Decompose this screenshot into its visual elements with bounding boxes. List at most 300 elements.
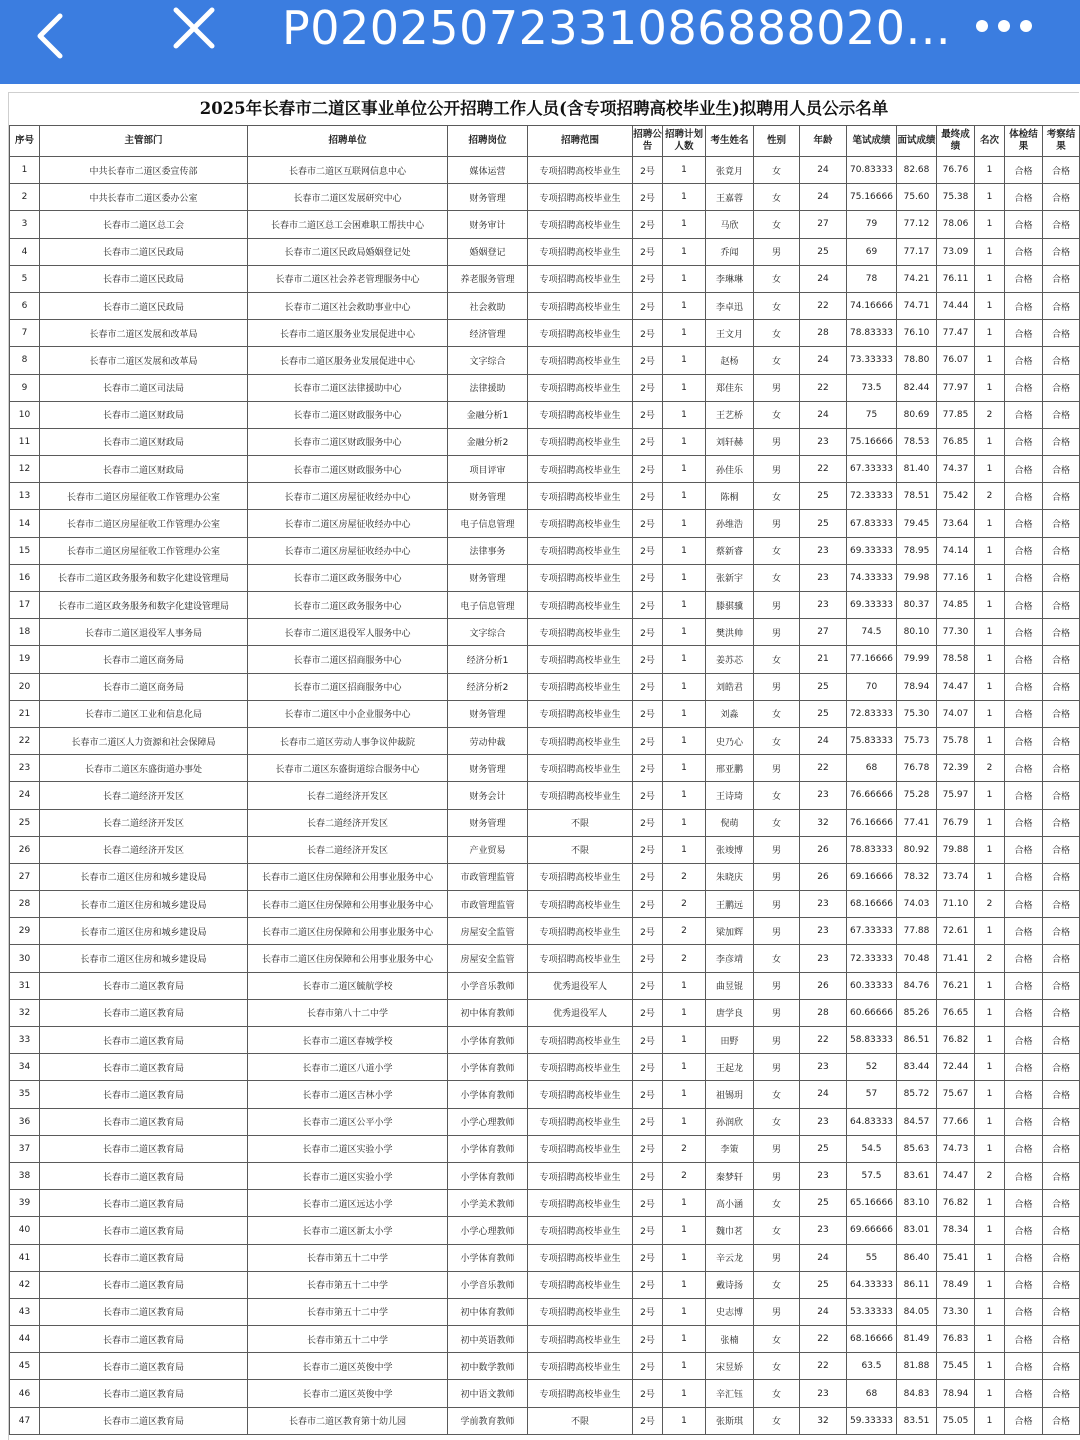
cell-review-result: 合格 bbox=[1043, 945, 1080, 972]
cell-interview-score: 84.57 bbox=[897, 1108, 937, 1135]
document-title: 2025年长春市二道区事业单位公开招聘工作人员(含专项招聘高校毕业生)拟聘用人员公示名单 bbox=[9, 92, 1079, 125]
cell-planned: 1 bbox=[663, 211, 706, 238]
cell-position: 房屋安全监管 bbox=[448, 945, 528, 972]
cell-final-score: 77.30 bbox=[937, 619, 975, 646]
cell-name: 孙佳乐 bbox=[706, 456, 754, 483]
cell-review-result: 合格 bbox=[1043, 863, 1080, 890]
cell-department: 长春市二道区住房和城乡建设局 bbox=[40, 945, 248, 972]
cell-unit: 长春市二道区财政服务中心 bbox=[248, 401, 448, 428]
cell-index: 25 bbox=[10, 809, 40, 836]
cell-scope: 专项招聘高校毕业生 bbox=[528, 456, 633, 483]
cell-medical-result: 合格 bbox=[1005, 564, 1043, 591]
cell-department: 长春市二道区教育局 bbox=[40, 1271, 248, 1298]
close-button[interactable] bbox=[170, 4, 218, 52]
cell-position: 项目评审 bbox=[448, 456, 528, 483]
cell-rank: 1 bbox=[975, 863, 1005, 890]
cell-department: 长春二道经济开发区 bbox=[40, 809, 248, 836]
cell-index: 30 bbox=[10, 945, 40, 972]
cell-name: 姜苏芯 bbox=[706, 646, 754, 673]
cell-medical-result: 合格 bbox=[1005, 428, 1043, 455]
cell-index: 46 bbox=[10, 1380, 40, 1407]
cell-unit: 长春市二道区英俊中学 bbox=[248, 1353, 448, 1380]
cell-scope: 优秀退役军人 bbox=[528, 972, 633, 999]
cell-position: 文字综合 bbox=[448, 619, 528, 646]
cell-gender: 女 bbox=[754, 157, 800, 184]
cell-gender: 女 bbox=[754, 646, 800, 673]
cell-medical-result: 合格 bbox=[1005, 1054, 1043, 1081]
cell-name: 张新宇 bbox=[706, 564, 754, 591]
cell-medical-result: 合格 bbox=[1005, 401, 1043, 428]
cell-planned: 1 bbox=[663, 646, 706, 673]
cell-position: 经济分析1 bbox=[448, 646, 528, 673]
cell-written-score: 54.5 bbox=[847, 1135, 897, 1162]
cell-age: 23 bbox=[800, 537, 847, 564]
cell-planned: 1 bbox=[663, 619, 706, 646]
cell-position: 初中数学教师 bbox=[448, 1353, 528, 1380]
cell-notice: 2号 bbox=[633, 292, 663, 319]
cell-name: 赵杨 bbox=[706, 347, 754, 374]
cell-position: 财务管理 bbox=[448, 809, 528, 836]
cell-review-result: 合格 bbox=[1043, 292, 1080, 319]
cell-scope: 专项招聘高校毕业生 bbox=[528, 1190, 633, 1217]
cell-name: 邢亚鹏 bbox=[706, 755, 754, 782]
cell-planned: 2 bbox=[663, 891, 706, 918]
column-header: 考生姓名 bbox=[706, 126, 754, 157]
cell-age: 23 bbox=[800, 918, 847, 945]
cell-final-score: 75.45 bbox=[937, 1353, 975, 1380]
cell-unit: 长春市二道区房屋征收经办中心 bbox=[248, 510, 448, 537]
cell-notice: 2号 bbox=[633, 863, 663, 890]
cell-department: 长春市二道区教育局 bbox=[40, 1190, 248, 1217]
cell-gender: 男 bbox=[754, 374, 800, 401]
cell-age: 23 bbox=[800, 428, 847, 455]
cell-rank: 1 bbox=[975, 1135, 1005, 1162]
cell-notice: 2号 bbox=[633, 1217, 663, 1244]
cell-position: 小学音乐教师 bbox=[448, 972, 528, 999]
cell-name: 史乃心 bbox=[706, 727, 754, 754]
cell-written-score: 72.33333 bbox=[847, 483, 897, 510]
cell-department: 长春市二道区教育局 bbox=[40, 1326, 248, 1353]
cell-medical-result: 合格 bbox=[1005, 727, 1043, 754]
cell-gender: 男 bbox=[754, 1135, 800, 1162]
cell-index: 13 bbox=[10, 483, 40, 510]
table-row bbox=[10, 157, 1080, 184]
cell-planned: 2 bbox=[663, 1162, 706, 1189]
cell-position: 金融分析2 bbox=[448, 428, 528, 455]
cell-rank: 1 bbox=[975, 320, 1005, 347]
cell-index: 26 bbox=[10, 836, 40, 863]
cell-position: 市政管理监管 bbox=[448, 891, 528, 918]
cell-final-score: 73.64 bbox=[937, 510, 975, 537]
cell-interview-score: 77.41 bbox=[897, 809, 937, 836]
cell-review-result: 合格 bbox=[1043, 782, 1080, 809]
cell-planned: 1 bbox=[663, 1190, 706, 1217]
cell-review-result: 合格 bbox=[1043, 972, 1080, 999]
cell-interview-score: 75.60 bbox=[897, 184, 937, 211]
cell-unit: 长春市第五十二中学 bbox=[248, 1244, 448, 1271]
cell-name: 王起龙 bbox=[706, 1054, 754, 1081]
cell-scope: 优秀退役军人 bbox=[528, 999, 633, 1026]
cell-review-result: 合格 bbox=[1043, 401, 1080, 428]
cell-name: 刘皓君 bbox=[706, 673, 754, 700]
more-button[interactable] bbox=[974, 16, 1034, 36]
cell-unit: 长春市二道区服务业发展促进中心 bbox=[248, 347, 448, 374]
cell-index: 18 bbox=[10, 619, 40, 646]
back-button[interactable] bbox=[24, 6, 84, 66]
cell-age: 23 bbox=[800, 945, 847, 972]
cell-review-result: 合格 bbox=[1043, 1027, 1080, 1054]
cell-written-score: 75 bbox=[847, 401, 897, 428]
cell-position: 小学体育教师 bbox=[448, 1081, 528, 1108]
cell-unit: 长春市二道区财政服务中心 bbox=[248, 456, 448, 483]
cell-gender: 女 bbox=[754, 265, 800, 292]
cell-notice: 2号 bbox=[633, 265, 663, 292]
cell-unit: 长春市二道区法律援助中心 bbox=[248, 374, 448, 401]
table-row bbox=[10, 1380, 1080, 1407]
cell-department: 长春市二道区住房和城乡建设局 bbox=[40, 891, 248, 918]
cell-interview-score: 84.05 bbox=[897, 1298, 937, 1325]
cell-position: 经济管理 bbox=[448, 320, 528, 347]
table-row bbox=[10, 374, 1080, 401]
cell-interview-score: 84.83 bbox=[897, 1380, 937, 1407]
cell-rank: 1 bbox=[975, 1027, 1005, 1054]
cell-interview-score: 83.51 bbox=[897, 1407, 937, 1434]
cell-position: 小学体育教师 bbox=[448, 1162, 528, 1189]
cell-department: 长春市二道区政务服务和数字化建设管理局 bbox=[40, 592, 248, 619]
cell-review-result: 合格 bbox=[1043, 1407, 1080, 1434]
cell-age: 32 bbox=[800, 809, 847, 836]
cell-final-score: 72.39 bbox=[937, 755, 975, 782]
cell-department: 长春市二道区司法局 bbox=[40, 374, 248, 401]
cell-position: 财务管理 bbox=[448, 564, 528, 591]
cell-rank: 1 bbox=[975, 1271, 1005, 1298]
cell-medical-result: 合格 bbox=[1005, 510, 1043, 537]
cell-index: 17 bbox=[10, 592, 40, 619]
cell-unit: 长春市二道区政务服务中心 bbox=[248, 564, 448, 591]
cell-written-score: 69.33333 bbox=[847, 592, 897, 619]
cell-rank: 1 bbox=[975, 646, 1005, 673]
cell-index: 7 bbox=[10, 320, 40, 347]
cell-age: 25 bbox=[800, 1135, 847, 1162]
table-row bbox=[10, 1326, 1080, 1353]
cell-index: 29 bbox=[10, 918, 40, 945]
cell-interview-score: 78.53 bbox=[897, 428, 937, 455]
cell-unit: 长春市二道区社会救助事业中心 bbox=[248, 292, 448, 319]
cell-medical-result: 合格 bbox=[1005, 1407, 1043, 1434]
cell-interview-score: 82.44 bbox=[897, 374, 937, 401]
cell-unit: 长春市二道区发展研究中心 bbox=[248, 184, 448, 211]
table-row bbox=[10, 891, 1080, 918]
cell-interview-score: 83.01 bbox=[897, 1217, 937, 1244]
cell-scope: 专项招聘高校毕业生 bbox=[528, 1326, 633, 1353]
cell-rank: 1 bbox=[975, 1380, 1005, 1407]
cell-name: 樊洪帅 bbox=[706, 619, 754, 646]
table-row bbox=[10, 755, 1080, 782]
cell-age: 23 bbox=[800, 564, 847, 591]
cell-name: 史志博 bbox=[706, 1298, 754, 1325]
cell-department: 中共长春市二道区委宣传部 bbox=[40, 157, 248, 184]
cell-medical-result: 合格 bbox=[1005, 1190, 1043, 1217]
cell-rank: 1 bbox=[975, 292, 1005, 319]
cell-review-result: 合格 bbox=[1043, 891, 1080, 918]
cell-scope: 专项招聘高校毕业生 bbox=[528, 1027, 633, 1054]
cell-medical-result: 合格 bbox=[1005, 184, 1043, 211]
cell-age: 22 bbox=[800, 374, 847, 401]
cell-planned: 2 bbox=[663, 1135, 706, 1162]
column-header: 主管部门 bbox=[40, 126, 248, 157]
cell-unit: 长春市二道区毓航学校 bbox=[248, 972, 448, 999]
cell-position: 小学心理教师 bbox=[448, 1108, 528, 1135]
table-row bbox=[10, 1217, 1080, 1244]
table-row bbox=[10, 265, 1080, 292]
cell-gender: 女 bbox=[754, 1190, 800, 1217]
cell-gender: 女 bbox=[754, 537, 800, 564]
cell-written-score: 74.33333 bbox=[847, 564, 897, 591]
cell-written-score: 52 bbox=[847, 1054, 897, 1081]
cell-age: 24 bbox=[800, 1081, 847, 1108]
cell-final-score: 75.42 bbox=[937, 483, 975, 510]
cell-position: 文字综合 bbox=[448, 347, 528, 374]
cell-final-score: 78.58 bbox=[937, 646, 975, 673]
cell-notice: 2号 bbox=[633, 1027, 663, 1054]
table-row bbox=[10, 1353, 1080, 1380]
cell-unit: 长春市二道区房屋征收经办中心 bbox=[248, 483, 448, 510]
cell-department: 长春二道经济开发区 bbox=[40, 782, 248, 809]
cell-final-score: 76.11 bbox=[937, 265, 975, 292]
cell-name: 陈桐 bbox=[706, 483, 754, 510]
cell-age: 24 bbox=[800, 727, 847, 754]
cell-department: 长春市二道区教育局 bbox=[40, 1217, 248, 1244]
cell-final-score: 77.85 bbox=[937, 401, 975, 428]
cell-age: 23 bbox=[800, 1380, 847, 1407]
cell-department: 长春市二道区教育局 bbox=[40, 1380, 248, 1407]
cell-department: 长春市二道区民政局 bbox=[40, 292, 248, 319]
cell-planned: 1 bbox=[663, 999, 706, 1026]
cell-unit: 长春二道经济开发区 bbox=[248, 782, 448, 809]
cell-rank: 1 bbox=[975, 727, 1005, 754]
cell-position: 法律事务 bbox=[448, 537, 528, 564]
cell-scope: 专项招聘高校毕业生 bbox=[528, 347, 633, 374]
cell-position: 初中体育教师 bbox=[448, 1298, 528, 1325]
cell-scope: 专项招聘高校毕业生 bbox=[528, 238, 633, 265]
document-sheet bbox=[8, 92, 1079, 1440]
cell-interview-score: 78.51 bbox=[897, 483, 937, 510]
cell-name: 王嘉蓉 bbox=[706, 184, 754, 211]
cell-medical-result: 合格 bbox=[1005, 1217, 1043, 1244]
cell-index: 9 bbox=[10, 374, 40, 401]
cell-planned: 1 bbox=[663, 1081, 706, 1108]
cell-gender: 男 bbox=[754, 972, 800, 999]
table-row bbox=[10, 456, 1080, 483]
cell-written-score: 55 bbox=[847, 1244, 897, 1271]
cell-planned: 1 bbox=[663, 157, 706, 184]
cell-index: 12 bbox=[10, 456, 40, 483]
cell-medical-result: 合格 bbox=[1005, 347, 1043, 374]
cell-department: 长春市二道区东盛街道办事处 bbox=[40, 755, 248, 782]
cell-medical-result: 合格 bbox=[1005, 646, 1043, 673]
column-header: 招聘公告 bbox=[633, 126, 663, 157]
cell-notice: 2号 bbox=[633, 1298, 663, 1325]
cell-rank: 1 bbox=[975, 537, 1005, 564]
column-header: 招聘岗位 bbox=[448, 126, 528, 157]
cell-written-score: 76.16666 bbox=[847, 809, 897, 836]
cell-name: 朱晓庆 bbox=[706, 863, 754, 890]
column-header: 笔试成绩 bbox=[847, 126, 897, 157]
cell-department: 长春市二道区教育局 bbox=[40, 1135, 248, 1162]
cell-gender: 女 bbox=[754, 292, 800, 319]
cell-position: 小学体育教师 bbox=[448, 1054, 528, 1081]
cell-gender: 男 bbox=[754, 673, 800, 700]
cell-department: 长春市二道区发展和改革局 bbox=[40, 347, 248, 374]
cell-interview-score: 80.10 bbox=[897, 619, 937, 646]
cell-interview-score: 83.10 bbox=[897, 1190, 937, 1217]
cell-rank: 1 bbox=[975, 836, 1005, 863]
cell-notice: 2号 bbox=[633, 809, 663, 836]
cell-gender: 男 bbox=[754, 891, 800, 918]
cell-name: 刘轩赫 bbox=[706, 428, 754, 455]
cell-gender: 男 bbox=[754, 592, 800, 619]
cell-index: 42 bbox=[10, 1271, 40, 1298]
table-body bbox=[10, 157, 1080, 1435]
cell-written-score: 58.83333 bbox=[847, 1027, 897, 1054]
cell-final-score: 74.14 bbox=[937, 537, 975, 564]
cell-notice: 2号 bbox=[633, 673, 663, 700]
cell-interview-score: 78.94 bbox=[897, 673, 937, 700]
cell-interview-score: 79.99 bbox=[897, 646, 937, 673]
cell-index: 10 bbox=[10, 401, 40, 428]
cell-planned: 1 bbox=[663, 483, 706, 510]
cell-rank: 1 bbox=[975, 211, 1005, 238]
cell-scope: 专项招聘高校毕业生 bbox=[528, 292, 633, 319]
cell-interview-score: 83.44 bbox=[897, 1054, 937, 1081]
file-title: P020250723310868880​20... bbox=[282, 1, 951, 55]
cell-rank: 1 bbox=[975, 1326, 1005, 1353]
cell-index: 43 bbox=[10, 1298, 40, 1325]
cell-interview-score: 75.30 bbox=[897, 700, 937, 727]
cell-gender: 女 bbox=[754, 782, 800, 809]
cell-unit: 长春市二道区中小企业服务中心 bbox=[248, 700, 448, 727]
cell-gender: 男 bbox=[754, 1027, 800, 1054]
cell-review-result: 合格 bbox=[1043, 1298, 1080, 1325]
cell-unit: 长春市二道区吉林小学 bbox=[248, 1081, 448, 1108]
cell-final-score: 74.47 bbox=[937, 1162, 975, 1189]
cell-notice: 2号 bbox=[633, 537, 663, 564]
cell-name: 张竣博 bbox=[706, 836, 754, 863]
cell-name: 张斯琪 bbox=[706, 1407, 754, 1434]
cell-interview-score: 76.10 bbox=[897, 320, 937, 347]
cell-planned: 1 bbox=[663, 564, 706, 591]
cell-rank: 1 bbox=[975, 157, 1005, 184]
cell-department: 长春市二道区房屋征收工作管理办公室 bbox=[40, 537, 248, 564]
table-row bbox=[10, 1271, 1080, 1298]
cell-position: 小学体育教师 bbox=[448, 1135, 528, 1162]
cell-planned: 1 bbox=[663, 347, 706, 374]
cell-medical-result: 合格 bbox=[1005, 755, 1043, 782]
cell-rank: 1 bbox=[975, 1217, 1005, 1244]
cell-planned: 1 bbox=[663, 1027, 706, 1054]
cell-rank: 1 bbox=[975, 673, 1005, 700]
cell-written-score: 67.83333 bbox=[847, 510, 897, 537]
cell-age: 24 bbox=[800, 1298, 847, 1325]
table-row bbox=[10, 945, 1080, 972]
cell-department: 中共长春市二道区委办公室 bbox=[40, 184, 248, 211]
cell-written-score: 57.5 bbox=[847, 1162, 897, 1189]
cell-planned: 1 bbox=[663, 401, 706, 428]
cell-medical-result: 合格 bbox=[1005, 945, 1043, 972]
cell-medical-result: 合格 bbox=[1005, 374, 1043, 401]
cell-age: 25 bbox=[800, 238, 847, 265]
cell-review-result: 合格 bbox=[1043, 510, 1080, 537]
cell-position: 财务管理 bbox=[448, 483, 528, 510]
cell-gender: 男 bbox=[754, 456, 800, 483]
cell-notice: 2号 bbox=[633, 428, 663, 455]
cell-unit: 长春市二道区春城学校 bbox=[248, 1027, 448, 1054]
table-row bbox=[10, 1081, 1080, 1108]
cell-unit: 长春市二道区住房保障和公用事业服务中心 bbox=[248, 863, 448, 890]
cell-name: 滕骐骥 bbox=[706, 592, 754, 619]
cell-unit: 长春市二道区八道小学 bbox=[248, 1054, 448, 1081]
cell-index: 27 bbox=[10, 863, 40, 890]
cell-rank: 1 bbox=[975, 374, 1005, 401]
table-row bbox=[10, 972, 1080, 999]
cell-medical-result: 合格 bbox=[1005, 700, 1043, 727]
cell-final-score: 78.34 bbox=[937, 1217, 975, 1244]
cell-notice: 2号 bbox=[633, 891, 663, 918]
cell-scope: 专项招聘高校毕业生 bbox=[528, 755, 633, 782]
cell-final-score: 74.37 bbox=[937, 456, 975, 483]
cell-age: 25 bbox=[800, 1190, 847, 1217]
cell-unit: 长春市二道区服务业发展促进中心 bbox=[248, 320, 448, 347]
cell-written-score: 70 bbox=[847, 673, 897, 700]
cell-final-score: 76.85 bbox=[937, 428, 975, 455]
cell-unit: 长春市二道区总工会困难职工帮扶中心 bbox=[248, 211, 448, 238]
table-row bbox=[10, 999, 1080, 1026]
cell-written-score: 67.33333 bbox=[847, 456, 897, 483]
cell-notice: 2号 bbox=[633, 1081, 663, 1108]
cell-scope: 专项招聘高校毕业生 bbox=[528, 184, 633, 211]
cell-planned: 1 bbox=[663, 510, 706, 537]
cell-final-score: 73.09 bbox=[937, 238, 975, 265]
cell-review-result: 合格 bbox=[1043, 1135, 1080, 1162]
cell-age: 22 bbox=[800, 292, 847, 319]
cell-review-result: 合格 bbox=[1043, 592, 1080, 619]
cell-written-score: 63.5 bbox=[847, 1353, 897, 1380]
cell-position: 婚姻登记 bbox=[448, 238, 528, 265]
cell-unit: 长春市二道区住房保障和公用事业服务中心 bbox=[248, 945, 448, 972]
cell-review-result: 合格 bbox=[1043, 836, 1080, 863]
cell-gender: 男 bbox=[754, 755, 800, 782]
cell-notice: 2号 bbox=[633, 592, 663, 619]
table-row bbox=[10, 619, 1080, 646]
column-header: 招聘范围 bbox=[528, 126, 633, 157]
cell-gender: 男 bbox=[754, 238, 800, 265]
cell-name: 曲昱锟 bbox=[706, 972, 754, 999]
cell-unit: 长春二道经济开发区 bbox=[248, 836, 448, 863]
cell-notice: 2号 bbox=[633, 619, 663, 646]
cell-final-score: 76.21 bbox=[937, 972, 975, 999]
cell-final-score: 71.41 bbox=[937, 945, 975, 972]
table-row bbox=[10, 809, 1080, 836]
cell-name: 唐学良 bbox=[706, 999, 754, 1026]
cell-index: 20 bbox=[10, 673, 40, 700]
cell-department: 长春市二道区教育局 bbox=[40, 999, 248, 1026]
cell-age: 23 bbox=[800, 891, 847, 918]
cell-review-result: 合格 bbox=[1043, 809, 1080, 836]
cell-index: 28 bbox=[10, 891, 40, 918]
cell-name: 王诗琦 bbox=[706, 782, 754, 809]
cell-name: 刘淼 bbox=[706, 700, 754, 727]
table-row bbox=[10, 564, 1080, 591]
